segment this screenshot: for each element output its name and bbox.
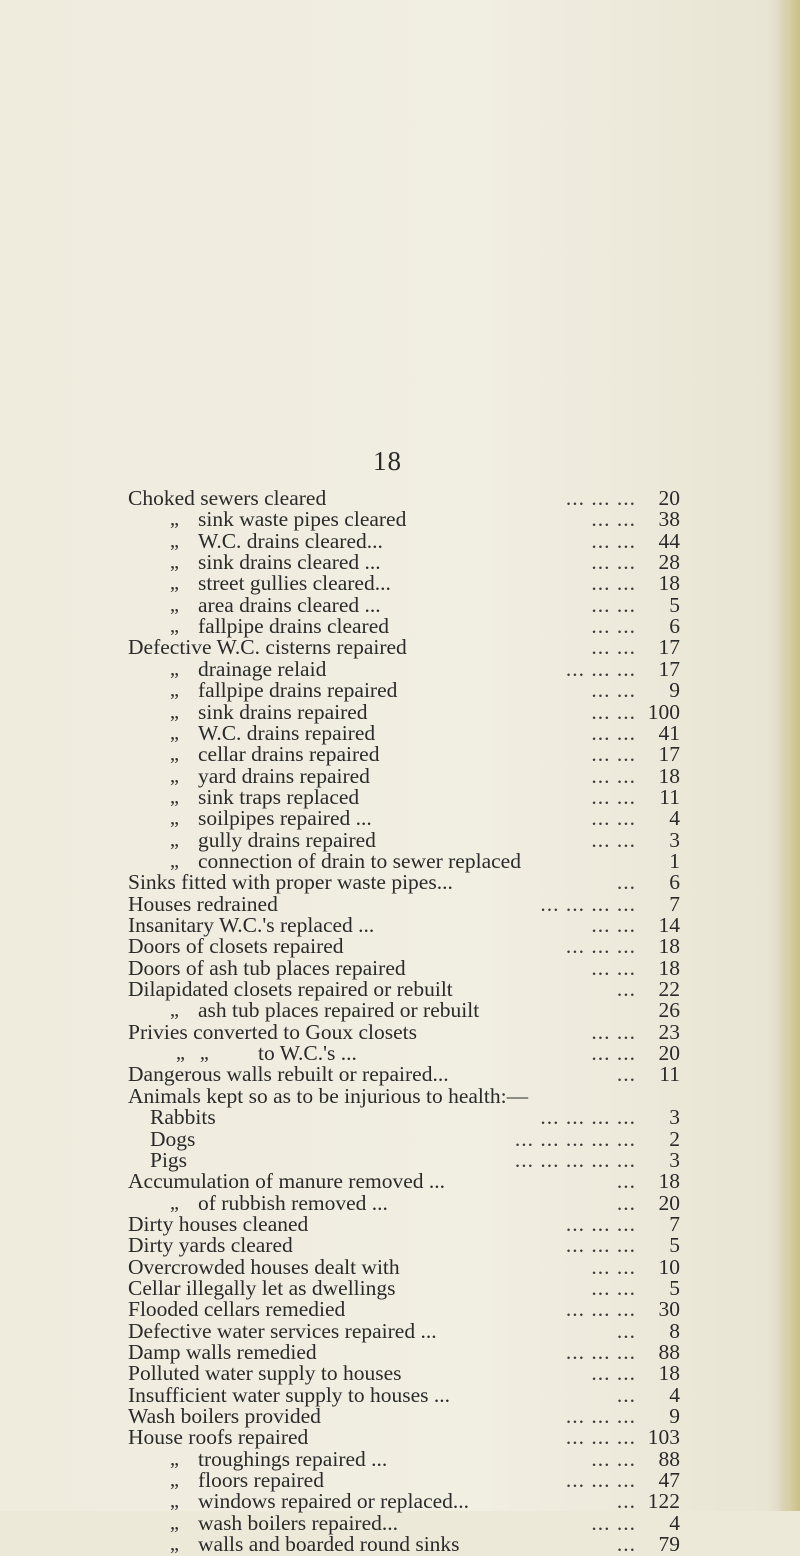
row-value: 9 — [669, 678, 680, 703]
row-label: sink traps replaced — [198, 784, 360, 809]
row-label: Houses redrained — [128, 891, 278, 916]
leader-dots: ... ... ... — [565, 1404, 636, 1429]
row-value: 17 — [658, 742, 680, 767]
row-label: fallpipe drains repaired — [198, 678, 398, 703]
row-label: Insufficient water supply to houses ... — [128, 1382, 451, 1407]
leader-dots: ... ... ... ... — [540, 891, 636, 916]
leader-dots: ... — [616, 977, 636, 1002]
row-label: Accumulation of manure removed ... — [128, 1169, 446, 1194]
row-label: Defective water services repaired ... — [128, 1318, 437, 1343]
ditto-mark: „ — [170, 615, 179, 638]
row-label: W.C. drains repaired — [198, 720, 376, 745]
ditto-mark: „ — [170, 1191, 179, 1214]
row-value: 5 — [669, 1275, 680, 1300]
row-value: 44 — [658, 528, 680, 553]
row-value: 1 — [669, 848, 680, 873]
leader-dots: ... ... ... — [565, 1340, 636, 1364]
ditto-mark: „ — [170, 849, 179, 872]
leader-dots: ... ... ... ... — [540, 1105, 636, 1130]
row-label: W.C. drains cleared... — [198, 528, 383, 553]
leader-dots: ... ... — [591, 528, 636, 553]
row-label: sink drains repaired — [198, 699, 368, 724]
ditto-mark: „ — [170, 1469, 179, 1492]
ditto-mark: „ — [170, 1533, 179, 1556]
row-value: 3 — [669, 1147, 680, 1172]
row-label: street gullies cleared... — [198, 571, 391, 596]
leader-dots: ... — [616, 1318, 636, 1343]
ditto-mark: „ — [170, 828, 179, 851]
leader-dots: ... ... ... — [565, 1233, 636, 1258]
row-value: 20 — [658, 486, 680, 510]
row-label: Overcrowded houses dealt with — [128, 1254, 400, 1279]
row-value: 6 — [669, 614, 680, 639]
leader-dots: ... ... ... — [565, 1468, 636, 1493]
row-label: Doors of ash tub places repaired — [128, 955, 406, 980]
row-label: windows repaired or replaced... — [198, 1489, 470, 1514]
row-value: 7 — [669, 1211, 680, 1236]
ditto-mark: „ — [170, 1511, 179, 1534]
leader-dots: ... ... ... — [565, 934, 636, 959]
leader-dots: ... ... — [591, 827, 636, 852]
row-value: 9 — [669, 1404, 680, 1429]
row-label: Doors of closets repaired — [128, 934, 344, 959]
row-label: sink waste pipes cleared — [198, 507, 407, 532]
row-label: Dangerous walls rebuilt or repaired... — [128, 1062, 449, 1087]
row-value: 41 — [658, 720, 680, 745]
row-label: Rabbits — [150, 1105, 216, 1130]
row-value: 22 — [658, 977, 680, 1002]
leader-dots: ... ... — [591, 635, 636, 660]
row-label: fallpipe drains cleared — [198, 614, 390, 639]
row-value: 17 — [658, 635, 680, 660]
ditto-mark: „ — [170, 551, 179, 574]
ditto-mark: „ — [170, 700, 179, 723]
leader-dots: ... — [616, 1489, 636, 1514]
row-value: 3 — [669, 827, 680, 852]
ditto-mark: „ — [170, 572, 179, 595]
row-label: cellar drains repaired — [198, 742, 380, 767]
leader-dots: ... — [616, 1169, 636, 1194]
row-label: of rubbish removed ... — [198, 1190, 388, 1215]
row-value: 3 — [669, 1105, 680, 1130]
leader-dots: ... ... — [591, 784, 636, 809]
row-value: 5 — [669, 1233, 680, 1258]
row-value: 38 — [658, 507, 680, 532]
row-value: 4 — [669, 1510, 680, 1535]
row-value: 18 — [658, 955, 680, 980]
row-value: 5 — [669, 592, 680, 617]
ditto-mark: „ — [170, 508, 179, 531]
row-value: 2 — [669, 1126, 680, 1151]
leader-dots: ... ... — [591, 614, 636, 639]
row-value: 103 — [647, 1425, 680, 1450]
row-value: 7 — [669, 891, 680, 916]
leader-dots: ... ... ... — [565, 1211, 636, 1236]
row-label: Dirty yards cleared — [128, 1233, 293, 1258]
leader-dots: ... ... — [591, 550, 636, 575]
table-row — [0, 1532, 800, 1556]
row-value: 11 — [659, 784, 680, 809]
row-label: Pigs — [150, 1147, 188, 1172]
row-label: Dogs — [150, 1126, 196, 1151]
row-value: 4 — [669, 1382, 680, 1407]
row-label: Flooded cellars remedied — [128, 1297, 346, 1322]
leader-dots: ... ... — [591, 1041, 636, 1066]
leader-dots: ... ... — [591, 955, 636, 980]
row-value: 17 — [658, 656, 680, 681]
row-value: 23 — [658, 1019, 680, 1044]
leader-dots: ... ... — [591, 1361, 636, 1386]
row-label: troughings repaired ... — [198, 1446, 388, 1471]
leader-dots: ... — [616, 1190, 636, 1215]
row-value: 18 — [658, 934, 680, 959]
row-value: 18 — [658, 1361, 680, 1386]
row-label: Polluted water supply to houses — [128, 1361, 402, 1386]
row-value: 30 — [658, 1297, 680, 1322]
row-label: wash boilers repaired... — [198, 1510, 398, 1535]
row-label: Choked sewers cleared — [128, 486, 327, 510]
leader-dots: ... ... — [591, 507, 636, 532]
ditto-mark: „ — [170, 529, 179, 552]
row-label: Wash boilers provided — [128, 1404, 321, 1429]
ditto-mark: „ — [170, 657, 179, 680]
leader-dots: ... ... — [591, 571, 636, 596]
leader-dots: ... ... — [591, 806, 636, 831]
leader-dots: ... ... — [591, 1510, 636, 1535]
row-label: to W.C.'s ... — [258, 1041, 357, 1066]
leader-dots: ... ... — [591, 720, 636, 745]
leader-dots: ... ... — [591, 1254, 636, 1279]
row-label: Cellar illegally let as dwellings — [128, 1275, 396, 1300]
ditto-mark: „ „ — [176, 1042, 209, 1065]
row-label: gully drains repaired — [198, 827, 376, 852]
row-value: 4 — [669, 806, 680, 831]
row-value: 18 — [658, 763, 680, 788]
row-value: 14 — [658, 913, 680, 937]
row-value: 10 — [658, 1254, 680, 1279]
row-label: floors repaired — [198, 1468, 324, 1493]
row-label: House roofs repaired — [128, 1425, 309, 1450]
leader-dots: ... ... — [591, 1019, 636, 1044]
row-value: 8 — [669, 1318, 680, 1343]
row-value: 79 — [658, 1532, 680, 1556]
leader-dots: ... ... ... ... ... — [514, 1126, 636, 1151]
leader-dots: ... ... — [591, 913, 636, 937]
row-label: sink drains cleared ... — [198, 550, 381, 575]
row-label: drainage relaid — [198, 656, 327, 681]
row-label: Damp walls remedied — [128, 1340, 317, 1364]
page-number: 18 — [373, 446, 402, 476]
row-label: Animals kept so as to be injurious to health:— — [128, 1083, 529, 1108]
row-label: walls and boarded round sinks — [198, 1532, 460, 1556]
ditto-mark: „ — [170, 679, 179, 702]
leader-dots: ... ... ... ... ... — [514, 1147, 636, 1172]
row-label: Dilapidated closets repaired or rebuilt — [128, 977, 453, 1002]
row-value: 18 — [658, 571, 680, 596]
row-label: Sinks fitted with proper waste pipes... — [128, 870, 453, 895]
leader-dots: ... — [616, 1532, 636, 1556]
ditto-mark: „ — [170, 721, 179, 744]
row-label: yard drains repaired — [198, 763, 370, 788]
row-label: Dirty houses cleaned — [128, 1211, 309, 1236]
ditto-mark: „ — [170, 999, 179, 1022]
row-value: 88 — [658, 1340, 680, 1364]
leader-dots: ... — [616, 1382, 636, 1407]
row-label: ash tub places repaired or rebuilt — [198, 998, 480, 1023]
row-value: 122 — [647, 1489, 680, 1514]
ditto-mark: „ — [170, 807, 179, 830]
row-value: 88 — [658, 1446, 680, 1471]
ditto-mark: „ — [170, 764, 179, 787]
row-label: connection of drain to sewer replaced — [198, 848, 521, 873]
row-value: 47 — [658, 1468, 680, 1493]
leader-dots: ... — [616, 1062, 636, 1087]
leader-dots: ... ... ... — [565, 656, 636, 681]
ditto-mark: „ — [170, 1447, 179, 1470]
leader-dots: ... ... — [591, 592, 636, 617]
ditto-mark: „ — [170, 593, 179, 616]
leader-dots: ... — [616, 870, 636, 895]
row-value: 28 — [658, 550, 680, 575]
row-value: 100 — [647, 699, 680, 724]
row-value: 26 — [658, 998, 680, 1023]
leader-dots: ... ... ... — [565, 1297, 636, 1322]
row-label: soilpipes repaired ... — [198, 806, 372, 831]
row-label: Insanitary W.C.'s replaced ... — [128, 913, 375, 937]
row-label: Defective W.C. cisterns repaired — [128, 635, 407, 660]
leader-dots: ... ... — [591, 1275, 636, 1300]
leader-dots: ... ... ... — [565, 1425, 636, 1450]
row-value: 20 — [658, 1041, 680, 1066]
ditto-mark: „ — [170, 1490, 179, 1513]
row-label: Privies converted to Goux closets — [128, 1019, 418, 1044]
leader-dots: ... ... — [591, 763, 636, 788]
row-value: 18 — [658, 1169, 680, 1194]
leader-dots: ... ... — [591, 678, 636, 703]
ditto-mark: „ — [170, 743, 179, 766]
row-label: area drains cleared ... — [198, 592, 381, 617]
leader-dots: ... ... — [591, 1446, 636, 1471]
row-value: 20 — [658, 1190, 680, 1215]
leader-dots: ... ... ... — [565, 486, 636, 510]
row-value: 6 — [669, 870, 680, 895]
leader-dots: ... ... — [591, 742, 636, 767]
ditto-mark: „ — [170, 785, 179, 808]
row-value: 11 — [659, 1062, 680, 1087]
leader-dots: ... ... — [591, 699, 636, 724]
